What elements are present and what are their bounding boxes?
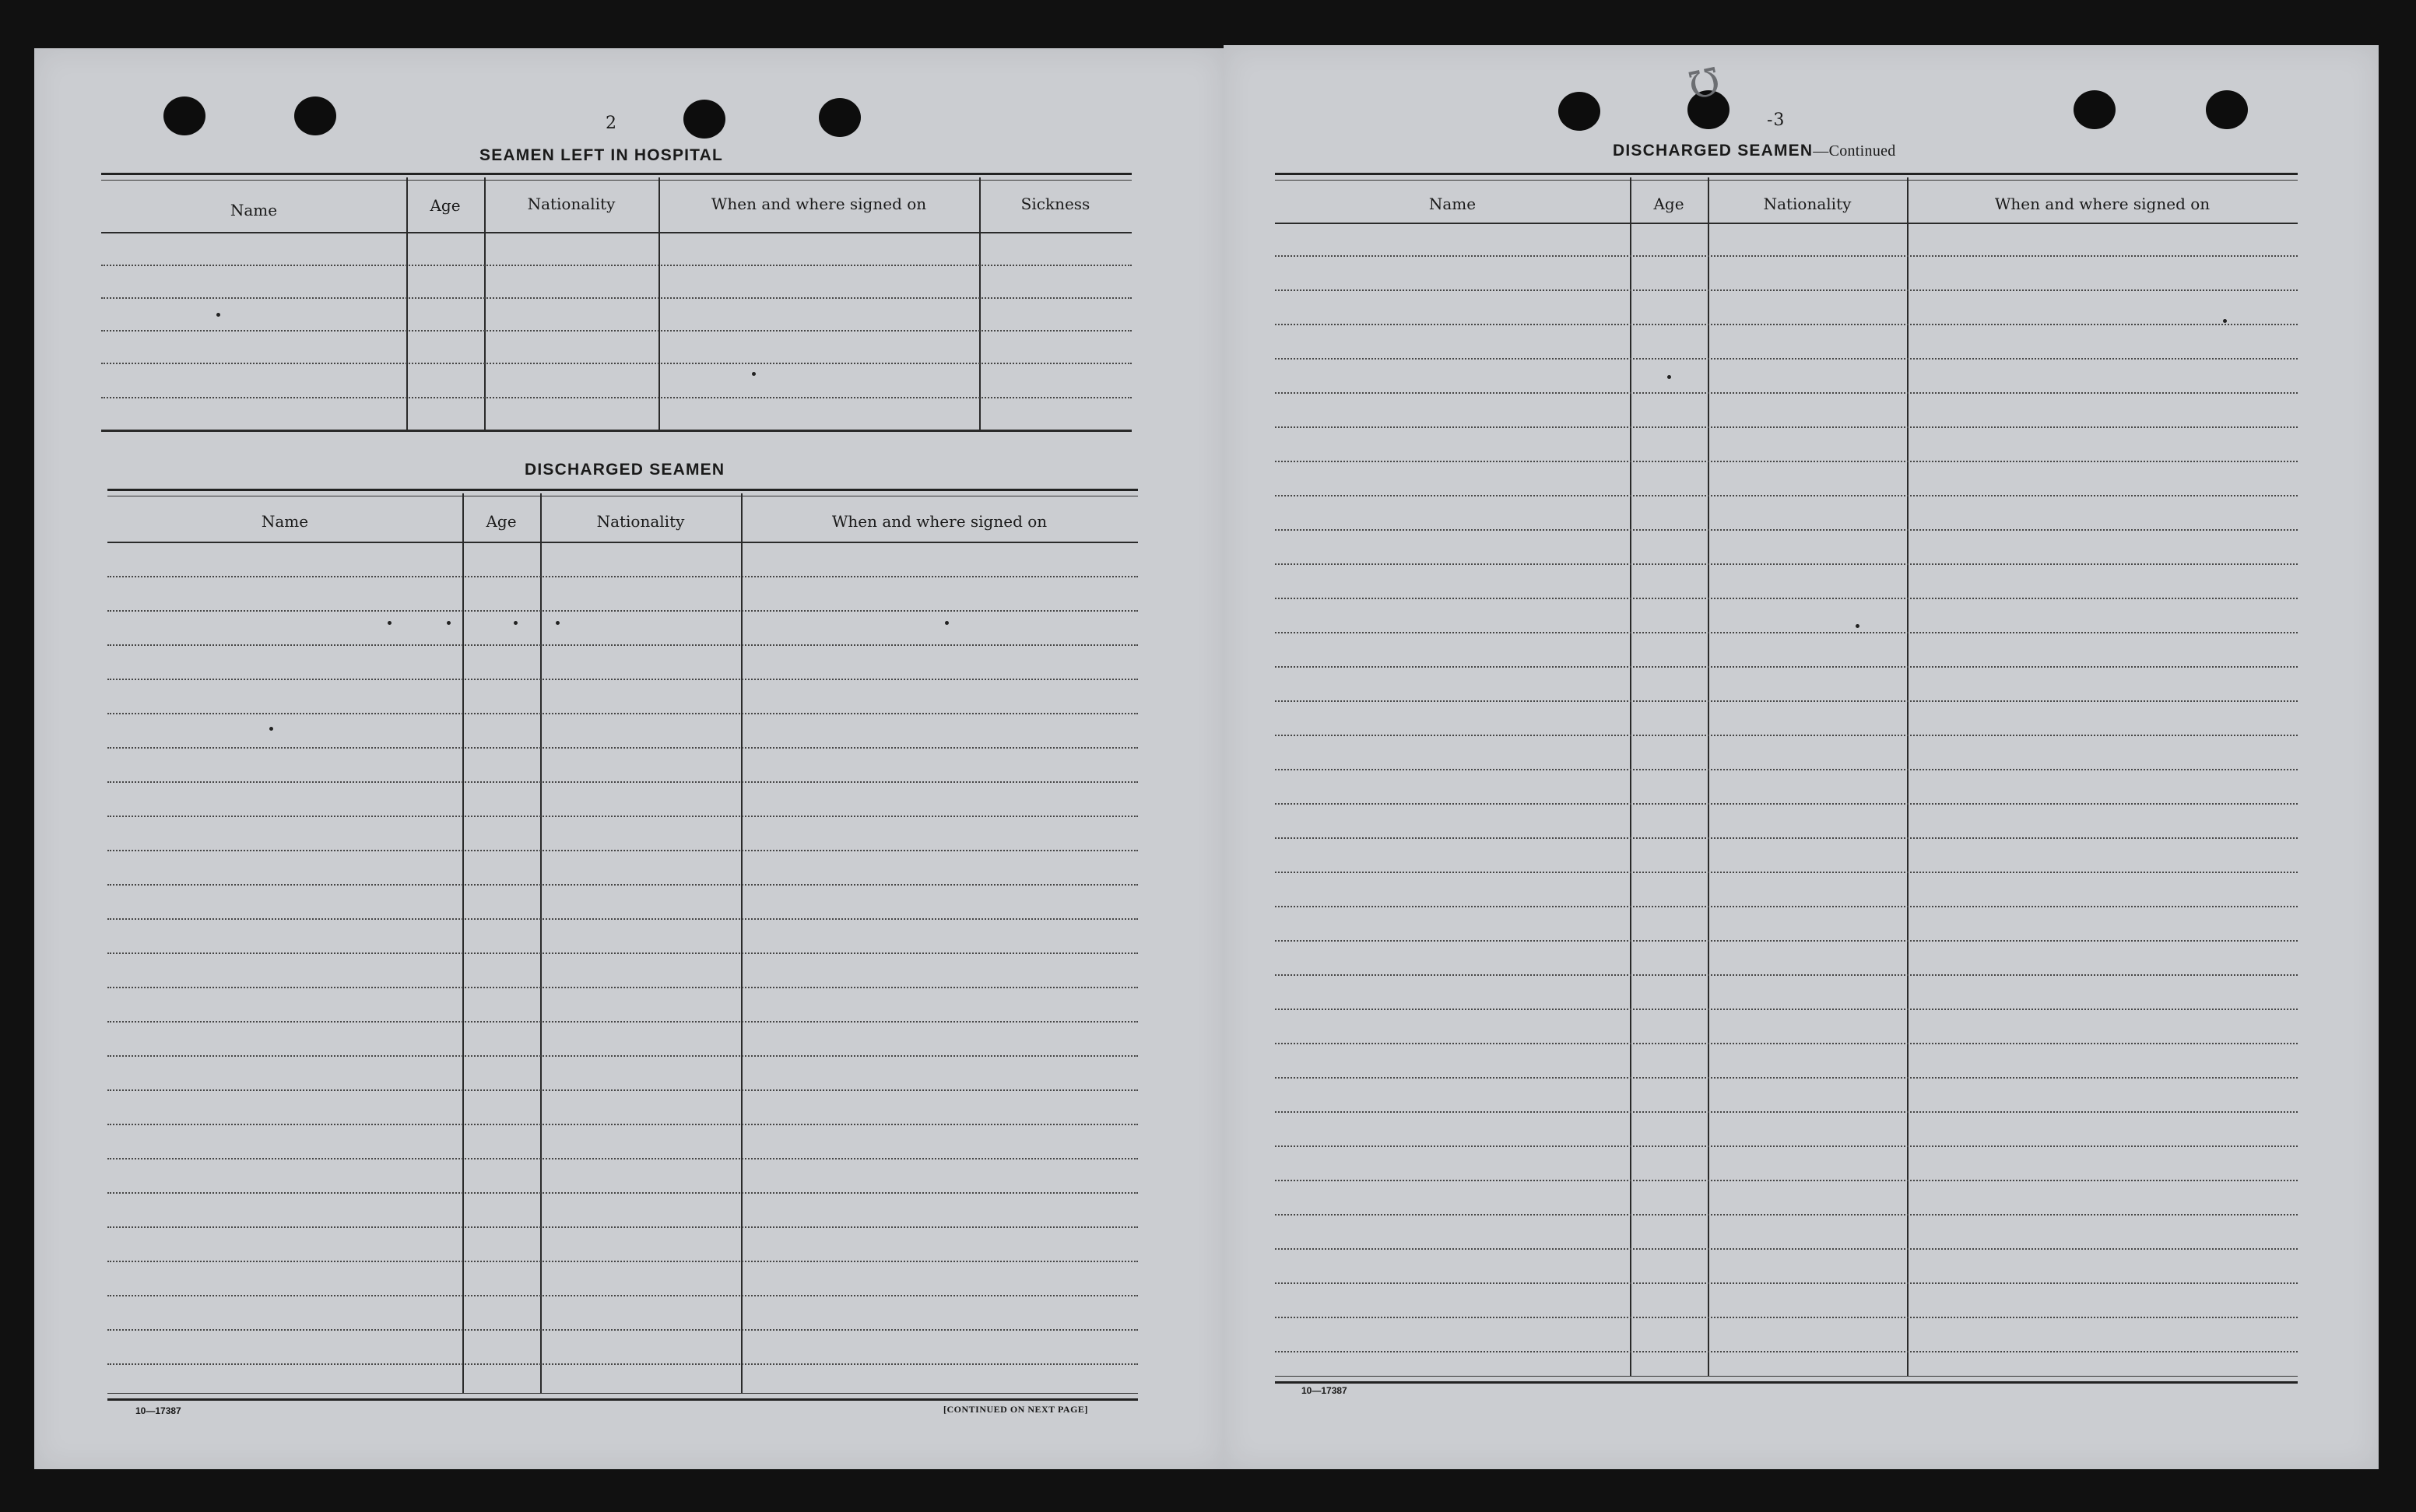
ink-speck (269, 727, 273, 731)
column-header-age: Age (430, 196, 461, 215)
ink-speck (447, 621, 451, 625)
form-number: 10—17387 (135, 1405, 181, 1416)
punch-hole (2074, 90, 2116, 129)
hospital-section-title: SEAMEN LEFT IN HOSPITAL (479, 146, 724, 164)
punch-hole (819, 98, 861, 137)
column-header-signed-on: When and where signed on (831, 512, 1048, 531)
left-page (34, 48, 1224, 1469)
column-header-nationality: Nationality (527, 195, 616, 213)
column-header-nationality: Nationality (596, 512, 685, 531)
punch-hole (294, 96, 336, 135)
hospital-table (101, 173, 1132, 440)
column-header-age: Age (1653, 195, 1684, 213)
page-number: 2 (606, 114, 617, 133)
ink-speck (2223, 319, 2227, 323)
ink-speck (556, 621, 560, 625)
column-header-nationality: Nationality (1763, 195, 1852, 213)
ink-speck (1856, 624, 1859, 628)
column-header-signed-on: When and where signed on (711, 195, 927, 213)
discharged-table (107, 489, 1138, 1451)
ink-speck (216, 313, 220, 317)
column-header-name: Name (230, 201, 278, 219)
column-header-sickness: Sickness (1020, 195, 1090, 213)
ink-speck (1667, 375, 1671, 379)
punch-hole (683, 100, 725, 139)
punch-hole (2206, 90, 2248, 129)
section-title-suffix: —Continued (1813, 142, 1896, 160)
form-number: 10—17387 (1301, 1385, 1347, 1396)
discharged-continued-title (1613, 142, 1896, 160)
ink-speck (514, 621, 518, 625)
punch-hole (163, 96, 205, 135)
punch-hole (1558, 92, 1600, 131)
ink-speck (752, 372, 756, 376)
page-number: -3 (1767, 111, 1786, 130)
discharged-continued-table (1275, 173, 2298, 1433)
ink-speck (388, 621, 392, 625)
column-header-name: Name (1428, 195, 1477, 213)
right-page (1224, 45, 2379, 1469)
discharged-section-title: DISCHARGED SEAMEN (525, 461, 725, 479)
continued-note: [CONTINUED ON NEXT PAGE] (943, 1404, 1088, 1415)
section-title-text: DISCHARGED SEAMEN (1613, 142, 1814, 160)
column-header-signed-on: When and where signed on (1994, 195, 2211, 213)
column-header-name: Name (261, 512, 309, 531)
ink-speck (945, 621, 949, 625)
pencil-mark: ℧ (1684, 59, 1725, 109)
column-header-age: Age (486, 512, 517, 531)
